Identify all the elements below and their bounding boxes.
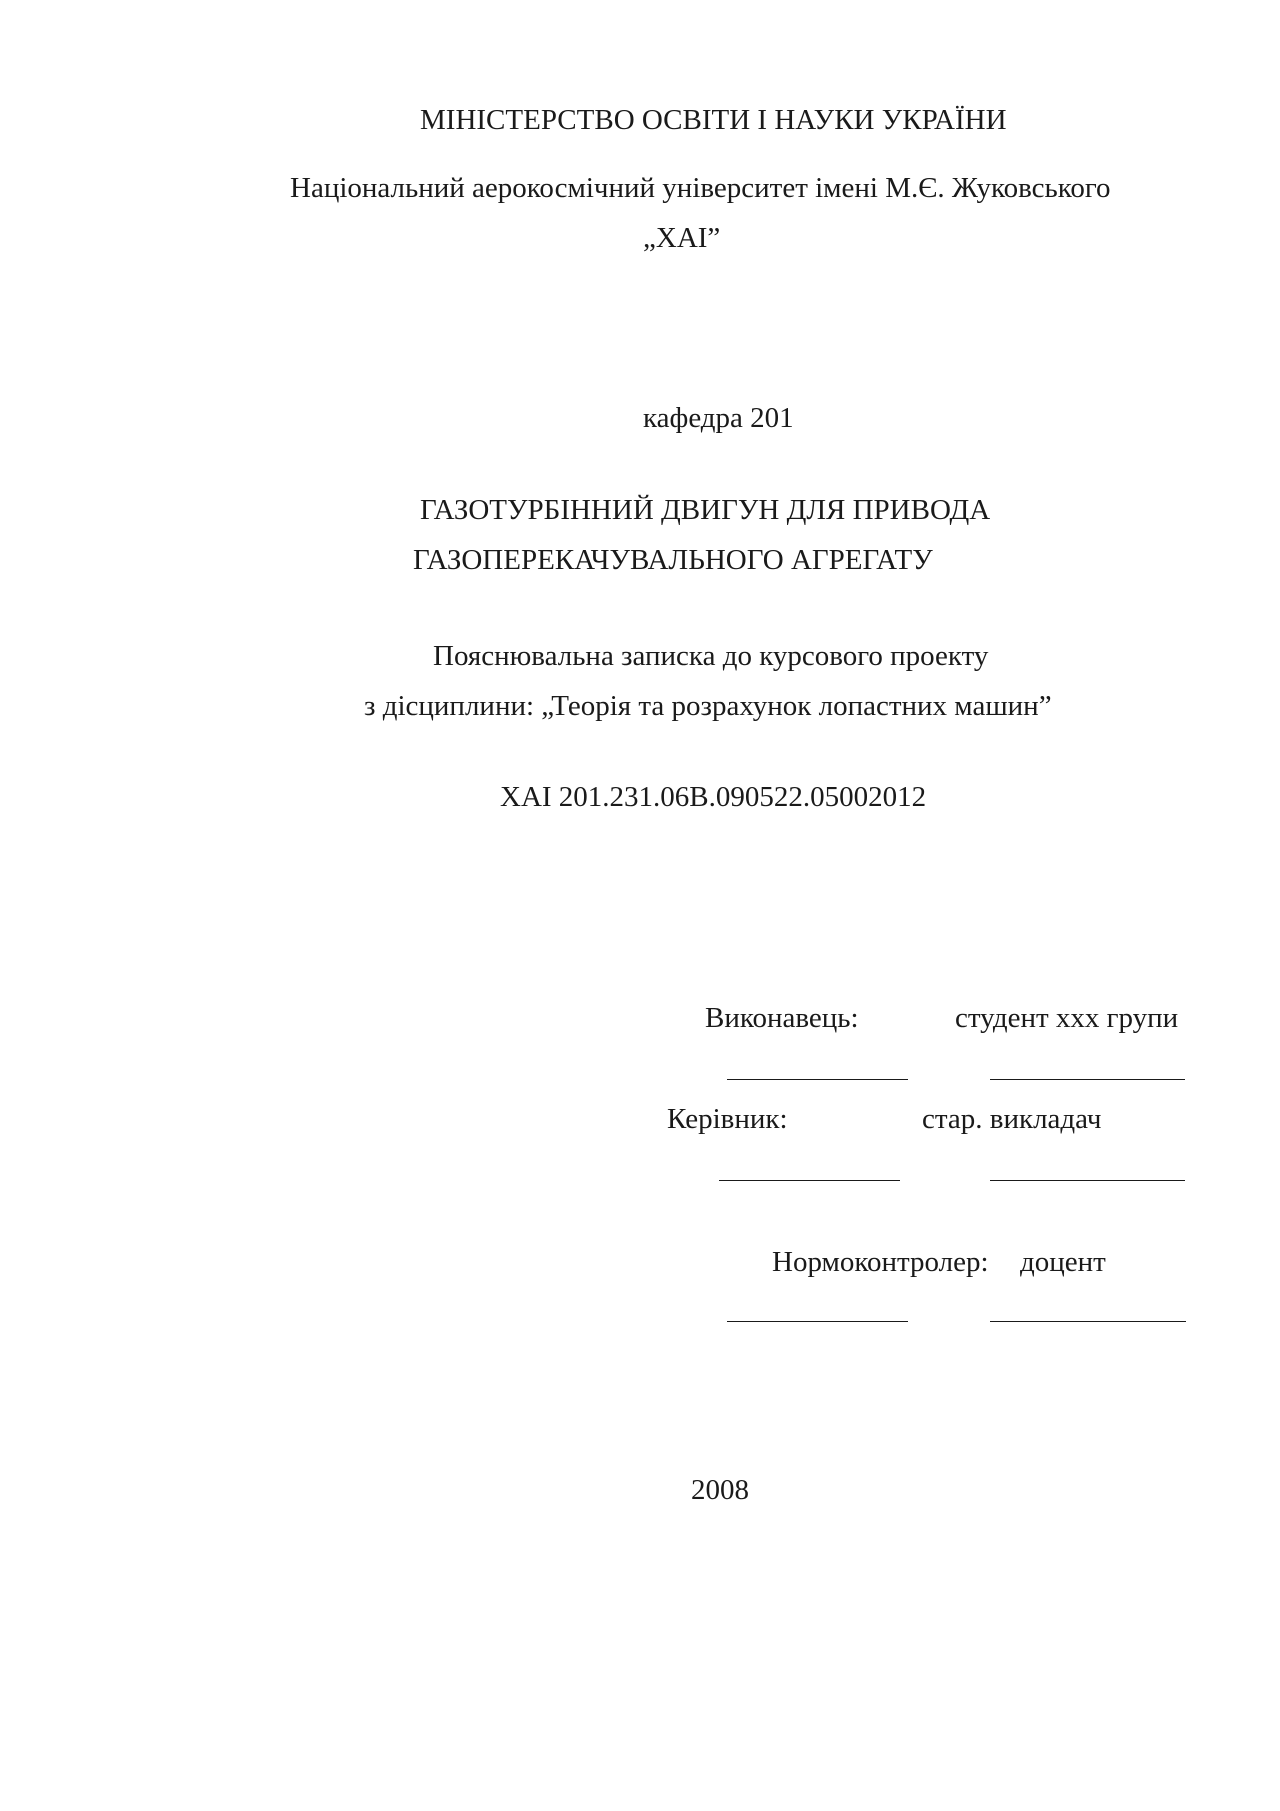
title-line-2: ГАЗОПЕРЕКАЧУВАЛЬНОГО АГРЕГАТУ <box>413 544 933 576</box>
ministry-heading: МІНІСТЕРСТВО ОСВІТИ І НАУКИ УКРАЇНИ <box>420 104 1007 136</box>
executor-signature-line <box>727 1079 908 1080</box>
supervisor-date-line <box>990 1180 1185 1181</box>
executor-date-line <box>990 1079 1185 1080</box>
subtitle-line-2: з дісциплини: „Теорія та розрахунок лопастних машин” <box>364 690 1052 722</box>
supervisor-signature-line <box>719 1180 900 1181</box>
department-label: кафедра 201 <box>643 402 794 434</box>
normcontroller-signature-line <box>727 1321 908 1322</box>
normcontroller-role: Нормоконтролер: <box>772 1246 989 1278</box>
university-short-name: „ХАІ” <box>643 222 721 254</box>
subtitle-line-1: Пояснювальна записка до курсового проекту <box>433 640 989 672</box>
normcontroller-position: доцент <box>1020 1246 1106 1278</box>
normcontroller-date-line <box>990 1321 1186 1322</box>
supervisor-position: стар. викладач <box>922 1103 1102 1135</box>
title-line-1: ГАЗОТУРБІННИЙ ДВИГУН ДЛЯ ПРИВОДА <box>420 494 991 526</box>
year: 2008 <box>691 1474 749 1506</box>
supervisor-role: Керівник: <box>667 1103 788 1135</box>
executor-position: студент ххх групи <box>955 1002 1179 1034</box>
document-code: ХАІ 201.231.06В.090522.05002012 <box>500 781 927 813</box>
university-name: Національний аерокосмічний університет імені М.Є. Жуковського <box>290 172 1111 204</box>
executor-role: Виконавець: <box>705 1002 859 1034</box>
